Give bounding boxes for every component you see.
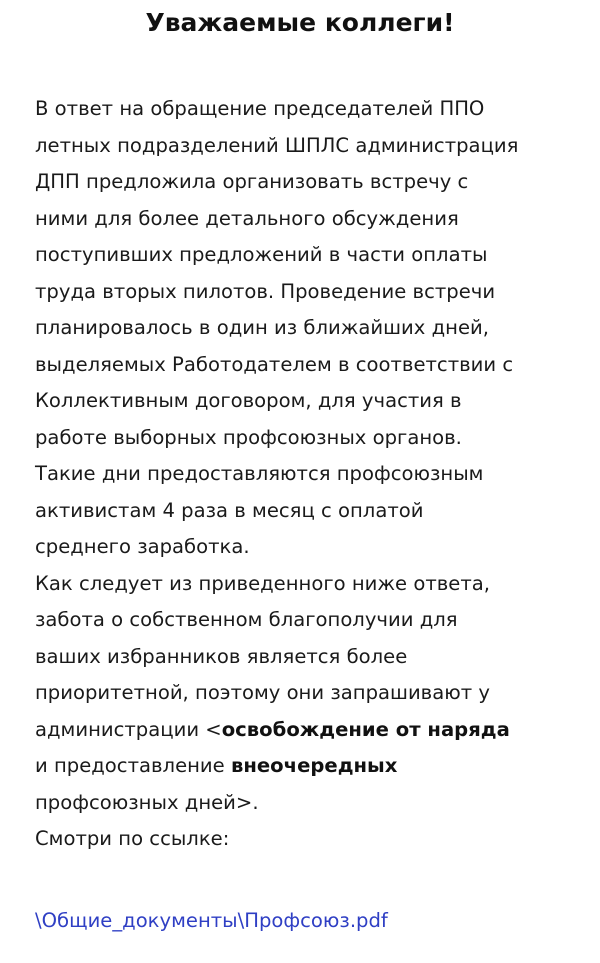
- document-title: Уважаемые коллеги!: [145, 8, 455, 37]
- body-line: среднего заработка.: [35, 535, 250, 558]
- body-line: ДПП предложила организовать встречу с: [35, 170, 469, 193]
- body-line: труда вторых пилотов. Проведение встречи: [35, 279, 496, 303]
- body-line: В ответ на обращение председателей ППО: [35, 97, 485, 120]
- body-line: планировалось в один из ближайших дней,: [35, 316, 489, 339]
- body-line: профсоюзных дней>.: [35, 790, 259, 814]
- body-line: приоритетной, поэтому они запрашивают у: [35, 681, 490, 704]
- body-line: Как следует из приведенного ниже ответа,: [35, 571, 490, 595]
- body-text-segment: администрации <: [35, 717, 222, 741]
- body-line: активистам 4 раза в месяц с оплатой: [35, 498, 424, 522]
- body-line: Коллективным договором, для участия в: [35, 389, 462, 412]
- body-line: летных подразделений ШПЛС администрация: [35, 133, 519, 157]
- body-line-with-emphasis: [35, 748, 590, 785]
- body-text-segment: и предоставление: [35, 754, 231, 777]
- bold-phrase: освобождение от наряда: [221, 717, 510, 741]
- letter-body: [35, 91, 590, 858]
- body-line: забота о собственном благополучии для: [35, 608, 458, 631]
- document-link[interactable]: \Общие_документы\Профсоюз.pdf: [35, 909, 388, 932]
- bold-phrase: внеочередных: [230, 754, 398, 777]
- body-line: Смотри по ссылке:: [35, 827, 230, 850]
- body-line: работе выборных профсоюзных органов.: [35, 425, 462, 449]
- body-line: поступивших предложений в части оплаты: [35, 243, 488, 266]
- body-line: выделяемых Работодателем в соответствии с: [35, 352, 514, 376]
- body-line-with-emphasis: [35, 712, 590, 749]
- body-line: ними для более детального обсуждения: [35, 206, 459, 230]
- body-line: Такие дни предоставляются профсоюзным: [35, 462, 484, 485]
- body-line: ваших избранников является более: [35, 644, 408, 668]
